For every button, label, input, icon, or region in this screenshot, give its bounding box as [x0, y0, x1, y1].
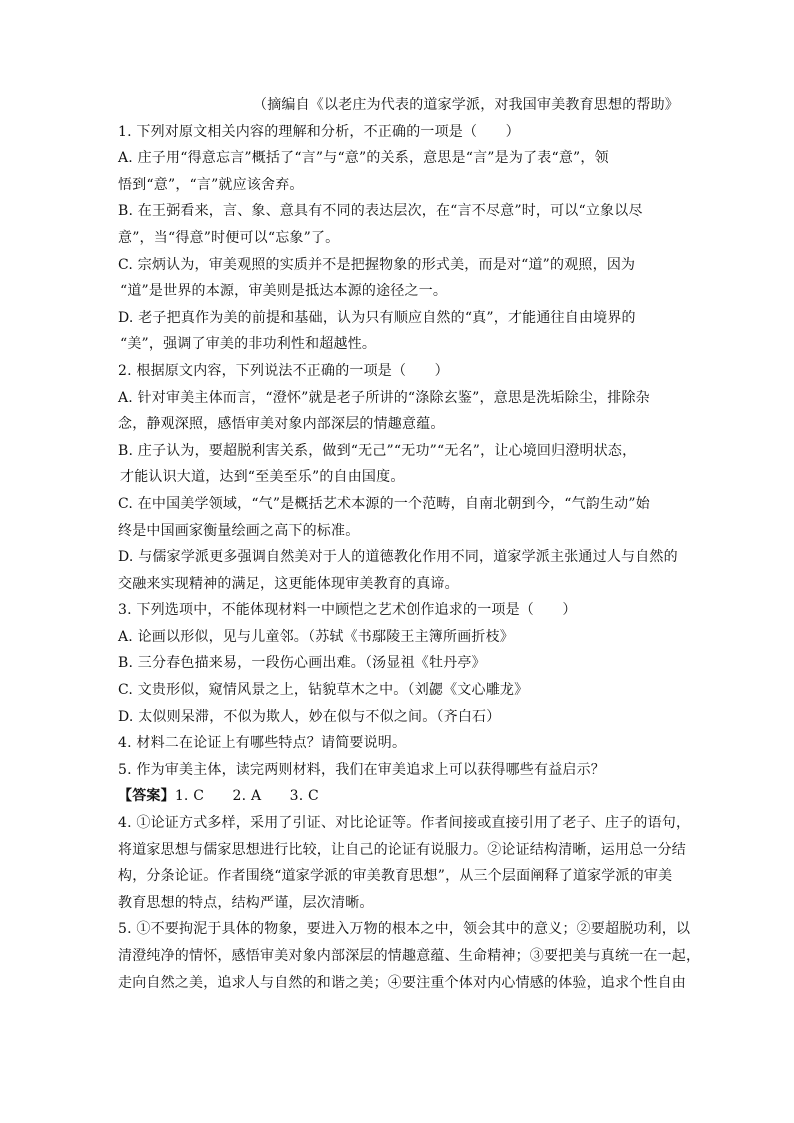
document-content: [118, 92, 701, 996]
q2-option-b-line1: B. 庄子认为，要超脱利害关系，做到“无己”“无功”“无名”，让心境回归澄明状态，: [118, 442, 637, 459]
q1-option-b-line2: 意”，当“得意”时便可以“忘象”了。: [118, 229, 340, 246]
question-1-stem: 1. 下列对原文相关内容的理解和分析，不正确的一项是（ ）: [118, 123, 520, 140]
q1-option-d-line2: “美”，强调了审美的非功利性和超越性。: [120, 336, 377, 353]
q3-option-a: A. 论画以形似，见与儿童邻。（苏轼《书鄢陵王主簿所画折枝》: [118, 628, 515, 645]
q2-option-c-line2: 终是中国画家衡量绘画之高下的标准。: [118, 522, 360, 539]
answer-choices: 1. C 2. A 3. C: [174, 788, 319, 805]
q1-option-a-line2: 悟到“意”，“言”就应该舍弃。: [118, 176, 304, 193]
q2-option-a-line1: A. 针对审美主体而言，“澄怀”就是老子所讲的“涤除玄鉴”，意思是洗垢除尘，排除杂: [118, 389, 650, 406]
source-citation: （摘编自《以老庄为代表的道家学派，对我国审美教育思想的帮助》: [253, 97, 679, 113]
q1-option-d-line1: D. 老子把真作为美的前提和基础，认为只有顺应自然的“真”，才能通往自由境界的: [118, 309, 636, 326]
q3-option-b: B. 三分春色描来易，一段伤心画出难。（汤显祖《牡丹亭》: [118, 655, 486, 672]
answer-5-line3: 走向自然之美，追求人与自然的和谐之美；④要注重个体对内心情感的体验，追求个性自由: [118, 974, 686, 991]
question-2-stem: 2. 根据原文内容，下列说法不正确的一项是（ ）: [118, 362, 449, 379]
q3-option-c: C. 文贵形似，窥情风景之上，钻貌草木之中。（刘勰《文心雕龙》: [118, 682, 529, 699]
answer-5-line1: 5. ①不要拘泥于具体的物象，要进入万物的根本之中，领会其中的意义；②要超脱功利，以: [118, 921, 691, 938]
answer-4-line1: 4. ①论证方式多样，采用了引证、对比论证等。作者间接或直接引用了老子、庄子的语句，: [118, 815, 691, 832]
q2-option-c-line1: C. 在中国美学领域，“气”是概括艺术本源的一个范畴，自南北朝到今，“气韵生动”始: [118, 495, 650, 512]
q1-option-b-line1: B. 在王弼看来，言、象、意具有不同的表达层次，在“言不尽意”时，可以“立象以尽: [118, 203, 643, 220]
answer-4-line3: 构，分条论证。作者围绕“道家学派的审美教育思想”，从三个层面阐释了道家学派的审美: [118, 868, 673, 885]
answer-4-line4: 教育思想的特点，结构严谨，层次清晰。: [118, 894, 374, 911]
q2-option-a-line2: 念，静观深照，感悟审美对象内部深层的情趣意蕴。: [118, 416, 445, 433]
answer-key: [118, 783, 688, 810]
answer-5-line2: 清澄纯净的情怀，感悟审美对象内部深层的情趣意蕴、生命精神；③要把美与真统一在一起，: [118, 948, 701, 964]
answer-4-line2: 将道家思想与儒家思想进行比较，让自己的论证有说服力。②论证结构清晰，运用总一分结: [118, 841, 686, 858]
q2-option-d-line1: D. 与儒家学派更多强调自然美对于人的道德教化作用不同，道家学派主张通过人与自然的: [118, 549, 678, 566]
q1-option-c-line1: C. 宗炳认为，审美观照的实质并不是把握物象的形式美，而是对“道”的观照，因为: [118, 256, 636, 273]
q2-option-d-line2: 交融来实现精神的满足，这更能体现审美教育的真谛。: [118, 575, 459, 592]
q1-option-a-line1: A. 庄子用“得意忘言”概括了“言”与“意”的关系，意思是“言”是为了表“意”，领: [118, 150, 609, 167]
q2-option-b-line2: 才能认识大道，达到“至美至乐”的自由国度。: [120, 469, 405, 486]
question-3-stem: 3. 下列选项中，不能体现材料一中顾恺之艺术创作追求的一项是（ ）: [118, 602, 577, 619]
q1-option-c-line2: “道”是世界的本源，审美则是抵达本源的途径之一。: [120, 283, 448, 300]
q3-option-d: D. 太似则呆滞，不似为欺人，妙在似与不似之间。（齐白石）: [118, 708, 501, 725]
answer-label: 【答案】: [118, 788, 175, 805]
question-4: 4. 材料二在论证上有哪些特点？请简要说明。: [118, 735, 407, 752]
question-5: 5. 作为审美主体，读完两则材料，我们在审美追求上可以获得哪些有益启示？: [118, 761, 606, 778]
